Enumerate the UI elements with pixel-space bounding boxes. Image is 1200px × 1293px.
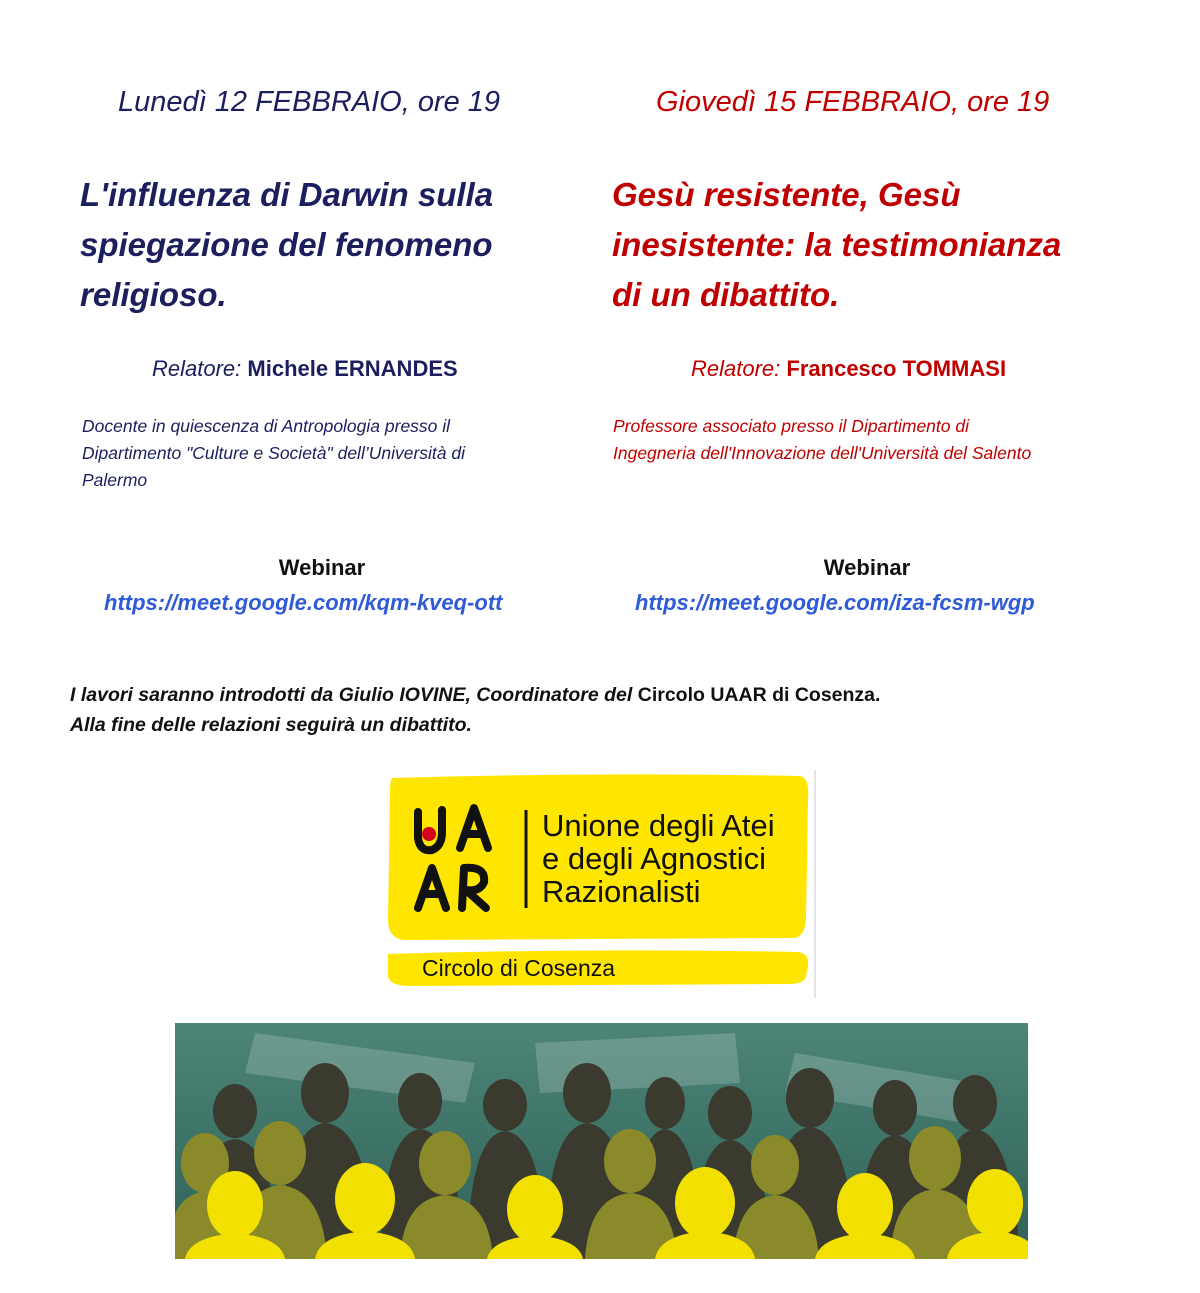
event-title-line: spiegazione del fenomeno: [80, 226, 493, 263]
bio-line: Professore associato presso il Dipartimento di: [613, 416, 969, 436]
webinar-link-right[interactable]: https://meet.google.com/iza-fcsm-wgp: [635, 590, 1035, 615]
intro-line-2: [70, 710, 880, 740]
speaker-right: [691, 356, 1006, 382]
event-title-left: [80, 170, 560, 320]
logo-name-line-1: Unione degli Atei: [542, 808, 775, 843]
webinar-link-left[interactable]: https://meet.google.com/kqm-kveq-ott: [104, 590, 503, 615]
uaar-logo: [380, 770, 820, 998]
uaar-mark-dot: [422, 827, 436, 841]
event-title-line: inesistente: la testimonianza: [612, 226, 1062, 263]
event-title-line: religioso.: [80, 276, 227, 313]
logo-chapter: Circolo di Cosenza: [422, 955, 616, 981]
bio-line: Docente in quiescenza di Antropologia presso il: [82, 416, 451, 436]
intro-upright: Circolo UAAR di Cosenza.: [637, 684, 881, 706]
event-title-line: Gesù resistente, Gesù: [612, 176, 961, 213]
logo-name-line-3: Razionalisti: [542, 874, 701, 909]
speaker-label: Relatore:: [691, 356, 781, 381]
speaker-left: [152, 356, 458, 382]
speaker-label: Relatore:: [152, 356, 242, 381]
event-title-line: di un dibattito.: [612, 276, 840, 313]
bio-line: Ingegneria dell'Innovazione dell'Università del Salento: [613, 443, 1032, 463]
event-date-left: Lunedì 12 FEBBRAIO, ore 19: [118, 86, 501, 118]
event-title-line: L'influenza di Darwin sulla: [80, 176, 494, 213]
speaker-name: Michele ERNANDES: [247, 356, 458, 381]
intro-italic: I lavori saranno introdotti da Giulio IOVINE, Coordinatore del: [70, 684, 633, 706]
bio-line: Palermo: [82, 470, 148, 490]
speaker-name: Francesco TOMMASI: [786, 356, 1007, 381]
event-title-right: [612, 170, 1172, 320]
event-date-right: Giovedì 15 FEBBRAIO, ore 19: [656, 86, 1050, 118]
speaker-bio-left: [82, 413, 562, 494]
webinar-label-right: Webinar: [823, 555, 911, 580]
logo-name-line-2: e degli Agnostici: [542, 841, 767, 876]
webinar-label-left: Webinar: [278, 555, 366, 580]
intro-line-1: [70, 680, 880, 710]
crowd-illustration: [175, 1023, 1028, 1259]
bio-line: Dipartimento "Culture e Società" dell’Università di: [82, 443, 466, 463]
intro-line-2-text: Alla fine delle relazioni seguirà un dibattito.: [70, 714, 472, 736]
speaker-bio-right: [613, 413, 1173, 467]
intro-text: [70, 680, 880, 740]
